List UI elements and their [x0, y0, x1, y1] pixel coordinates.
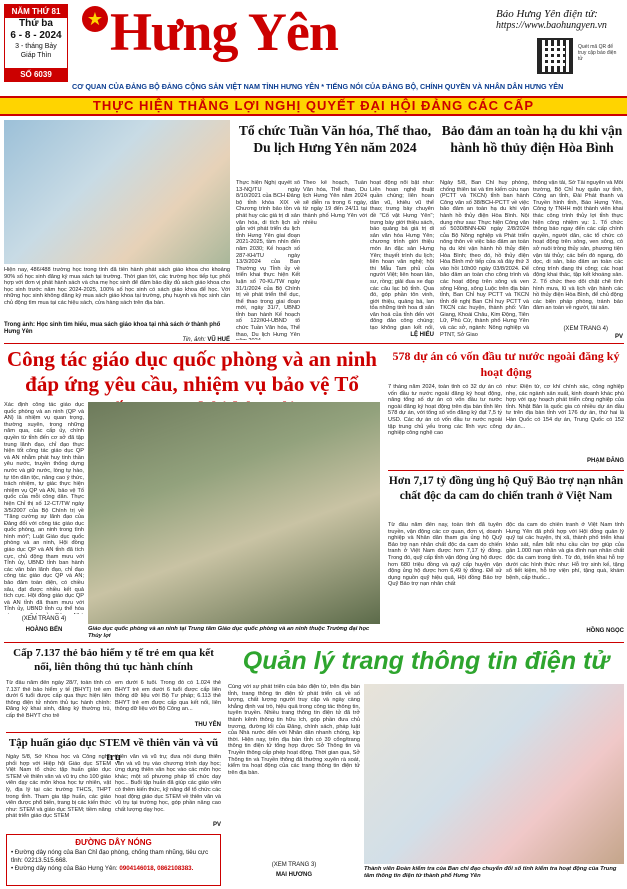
site-info	[496, 8, 624, 32]
insurance-title[interactable]: Cấp 7.137 thẻ bảo hiểm y tế trẻ em qua kết nối, liên thông thủ tục hành chính	[13, 647, 214, 673]
hotline-phones[interactable]: 0904146018, 0862108383.	[119, 865, 194, 872]
qr-hint: Quét mã QR để truy cập báo điện tử	[578, 44, 617, 62]
hotline-newspaper-label: • Đường dây nóng của Báo Hưng Yên:	[11, 865, 118, 872]
stem-author: PV	[212, 822, 221, 828]
issue-year: NĂM THỨ 81	[5, 5, 67, 18]
insurance-author: THU YÊN	[194, 722, 221, 728]
defense-caption: Giáo dục quốc phòng và an ninh tại Trung tâm Giáo dục quốc phòng và an ninh thuộc Trường đại học Thủy lợi	[88, 626, 370, 639]
culture-col-3: hoạt động nổi bật như: Liên hoan nghệ thuật quần chúng; liên hoan dân vũ, khiêu vũ thể thao; trưng bày chuyên đề "Cổ vật Hưng Yên"; trưng bày giới thiệu sách, báo quảng bá giá trị di sản văn hóa Hưng Yên; chương trình giới thiệu món ăn đặc sản Hưng Yên; thuyết trình du lịch; liên hoan văn nghệ; hội thi Mẫu Tam phủ của người Việt; liên hoan lân, sư, rồng; giải đua xe đạp các câu lạc bộ tỉnh. Qua đó, góp phần tôn vinh, giới thiệu, quảng bá, lan tỏa những tinh hoa di sản văn hoá của tỉnh đến với đông đảo công chúng; tạo không gian kết nối,	[370, 180, 434, 332]
credit-label: Tin, ảnh:	[182, 337, 206, 343]
insurance-col-1: Từ đầu năm đến ngày 28/7, toàn tỉnh có 7.137 thẻ bảo hiểm y tế (BHYT) trẻ em dưới 6 tuổi được cấp qua thực hiện liên thông điện tử nhóm thủ tục hành chính: Đăng ký khai sinh, đăng ký thường trú, cấp thẻ BHYT cho trẻ	[6, 680, 111, 719]
weekday: Thứ ba	[19, 18, 53, 29]
lead-photo	[4, 120, 230, 264]
fund-col-2: độc da cam do chiến tranh ở Việt Nam tỉnh Hưng Yên đã phối hợp với Hội đồng quản lý quỹ tại các huyện, thị xã, thành phố triển khai khảo sát, nắm bắt nhu cầu cần trợ giúp của gần 1.000 nạn nhân và gia đình nạn nhân chất độc da cam trong tỉnh. Từ đó, triển khai hỗ trợ dưới các hình thức như: Hỗ trợ sinh kế, tặng sổ tiết kiệm, hỗ trợ viện phí, tặng quà, khám bệnh, cấp thuốc...	[506, 522, 624, 581]
lunar-year: Giáp Thìn	[20, 52, 52, 59]
issue-box	[4, 4, 68, 82]
defense-title[interactable]: Công tác giáo dục quốc phòng và an ninh đáp ứng yêu cầu, nhiệm vụ bảo vệ Tổ	[7, 347, 377, 396]
issue-number: SỐ 6039	[5, 68, 67, 81]
stem-col-1: Ngày 5/8, Sở Khoa học và Công nghệ phối hợp với Hiệp hội Giáo dục STEM Việt Nam tổ chức tập huấn giáo dục STEM về thiên văn và vũ trụ cho 100 giáo viên dạy các môn khoa học tự nhiên, vật lý, địa lý tại các trường THCS, THPT trong tỉnh. Tham gia tập huấn, các giáo viên được phổ biến, trang bị các kiến thức như: STEM và giáo dục STEM; tiềm năng phát triển giáo dục STEM	[6, 754, 111, 820]
culture-author: LỆ HIẾU	[410, 332, 434, 338]
defense-col-1: Xác định công tác giáo dục quốc phòng và an ninh (QP và AN) là nhiệm vụ quan trọng, thường xuyên, trong những năm qua, các cấp ủy, chính quyền từ tỉnh đến cơ sở đã tập trung lãnh đạo, chỉ đạo thực hiện tốt công tác giáo dục QP và AN nhằm phát huy tinh thần yêu nước, truyền thống dựng nước và giữ nước, lòng tự hào, tự tôn dân tộc, nâng cao ý thức, trách nhiệm, tự giác thực hiện nhiệm vụ QP và AN, bảo vệ Tổ quốc của mỗi công dân. Thực hiện Chỉ thị số 12-CT/TW ngày 3/5/2007 của Bộ Chính trị về "Tăng cường sự lãnh đạo của Đảng đối với công tác giáo dục quốc phòng, an ninh trong tình hình mới"; Luật Giáo dục quốc phòng và an ninh, Hội đồng giáo dục QP và AN tỉnh đã tích cực, chủ động tham mưu với Tỉnh ủy, UBND tỉnh ban hành các văn bản lãnh đạo, chỉ đạo công tác giáo dục QP và AN; bảo đảm toàn diện, có chiều sâu, đạt được nhiều kết quả tích cực. Hội đồng giáo dục QP và AN tỉnh đã tham mưu với Tỉnh ủy, UBND tỉnh cụ thể hóa	[4, 402, 84, 613]
credit-name: VŨ HUẾ	[207, 337, 230, 343]
tagline: CƠ QUAN CỦA ĐẢNG BỘ ĐẢNG CỘNG SẢN VIỆT NAM TỈNH HƯNG YÊN * TIẾNG NÓI CỦA ĐẢNG BỘ, CHÍNH QUYỀN VÀ NHÂN DÂN HƯNG YÊN	[72, 82, 564, 91]
culture-col-2: Theo kế hoạch, Tuần Văn hóa, Thể thao, Du lịch Hưng Yên năm 2024 sẽ diễn ra trong 6 ngày, từ ngày 19 đến 24/11 tại thành phố Hưng Yên với nhiều	[303, 180, 367, 226]
fdi-col-2: như: Điện tử, cơ khí chính xác, công nghiệp nhẹ, các ngành sản xuất, kinh doanh khác phù hợp với quy hoạch phát triển công nghiệp của tỉnh. Nhật Bản là quốc gia có nhiều dự án đầu tư trên địa bàn tỉnh với 176 dự án, thứ hai là Hàn Quốc có 154 dự án, Trung Quốc có 152 dự án...	[506, 384, 624, 430]
top-banner: THỰC HIỆN THẮNG LỢI NGHỊ QUYẾT ĐẠI HỘI ĐẢNG CÁC CẤP	[0, 96, 627, 116]
fdi-title[interactable]: 578 dự án có vốn đầu tư nước ngoài đăng ký hoạt động	[392, 349, 620, 379]
info-photo	[364, 684, 624, 864]
hotline-box	[6, 834, 221, 886]
fdi-author: PHẠM ĐĂNG	[587, 458, 624, 464]
hotline-newspaper	[11, 865, 216, 873]
defense-author: HOÀNG BẾN	[25, 627, 63, 633]
section-divider	[4, 343, 624, 344]
site-url[interactable]: https://www.baohungyen.vn	[496, 20, 607, 31]
qr-code-icon[interactable]	[537, 38, 573, 74]
info-caption: Thành viên Đoàn kiểm tra của Ban chỉ đạo chuyển đổi số tỉnh kiểm tra hoạt động của Trung tâm thông tin điện tử thành phố Hưng Yên	[364, 866, 617, 879]
insurance-col-2: em dưới 6 tuổi. Trong đó có 1.024 thẻ BHYT trẻ em dưới 6 tuổi được cấp liên thông dữ liệu với Bộ Tư pháp; 6.113 thẻ BHYT trẻ em được cấp qua kết nối, liên thông dữ liệu với Bộ Công an...	[115, 680, 221, 713]
dam-note[interactable]: (XEM TRANG 4)	[563, 326, 608, 332]
newspaper-logo[interactable]: Hưng Yên	[110, 2, 338, 62]
info-author: MAI HƯƠNG	[275, 872, 313, 878]
lower-divider	[4, 642, 624, 643]
fund-col-1: Từ đầu năm đến nay, toàn tỉnh đã tuyên truyền, vận động các cơ quan, đơn vị, doanh nghiệp và Nhân dân tham gia ủng hộ Quỹ Bảo trợ nạn nhân chất độc da cam do chiến tranh ở Việt Nam được hơn 7,17 tỷ đồng. Trong đó, quỹ cấp tỉnh vận động ủng hộ được hơn 680 triệu đồng và quỹ cấp huyện vận động ủng hộ được hơn 6,49 tỷ đồng. Để sử dụng nguồn quỹ hiệu quả, Hội đồng Bảo trợ Quỹ Bảo trợ nạn nhân chất	[388, 522, 502, 588]
info-col-1: Cùng với sự phát triển của báo điện tử, trên địa bàn tỉnh, trang thông tin điện tử phát triển cả về số lượng, chất lượng người truy cập và ngày càng khẳng định vai trò, hiệu quả trong công tác thông tin, tuyên truyền. Nhiều trang thông tin điện tử đã trở thành kênh thông tin hữu ích, góp phần đưa chủ trương, đường lối của Đảng, chính sách, pháp luật của Nhà nước đến với Nhân dân nhanh chóng, kịp thời. Hiện nay, trên địa bàn tỉnh có 39 cổng/trang thông tin điện tử tổng hợp được Sở Thông tin và Truyền thông cấp phép hoạt động. Thời gian qua, Sở Thông tin và Truyền thông đã thường xuyên rà soát, kiểm tra hoạt động của các trang thông tin điện tử trên địa bàn.	[228, 684, 360, 776]
dam-col-1: Ngày 5/8, Ban Chỉ huy phòng, chống thiên tai và tìm kiếm cứu nạn (PCTT và TKCN) tỉnh ban hành Công văn số 38/BCH-PCTT về việc bảo đảm an toàn hạ du khi vận hành hồ thủy điện Hòa Bình. Nội dung như sau: Thực hiện Công văn số 5030/BNN-ĐĐ ngày 2/8/2024 của Bộ Nông nghiệp và Phát triển nông thôn về việc bảo đảm an toàn hạ du khi vận hành hồ thủy điện Hòa Bình; theo đó, hồ thủy điện Hòa Bình mở tiếp cửa xả đáy thứ 3 vào hồi 10h00 ngày 03/8/2024. Để bảo đảm an toàn cho công trình và các hoạt động trên sông và ven sông Hồng, sông Luộc trên địa bàn tỉnh, Ban Chỉ huy PCTT và TKCN tỉnh đề nghị Ban Chỉ huy PCTT và TKCN các huyện, thành phố: Văn Giang, Khoái Châu, Kim Động, Tiên Lữ, Phù Cừ, thành phố Hưng Yên và các sở, ngành: Nông nghiệp và PTNT, Sở Giao	[440, 180, 529, 338]
dam-col-2: thông vận tải, Sở Tài nguyên và Môi trường, Bộ Chỉ huy quân sự tỉnh, Công an tỉnh, Đài Phát thanh và Truyền hình tỉnh, Báo Hưng Yên, Công ty TNHH một thành viên khai thác công trình thủy lợi tỉnh thực hiện công nhiệm vụ: 1. Tổ chức thông báo ngay đến các cấp chính quyền, người dân, các tổ chức có hoạt động trên sông, ven sông, có sở nuôi trồng thủy sản, phương tiện vận tải thủy; các bến đò ngang, đò dọc, di sản, bảo đảm an toàn các công trình đang thi công; các hoạt động khai thác, tập kết khoáng sản. 2. Tổ chức theo dõi chặt chẽ tình hình mưa, lũ và lịch vận hành các hồ thủy điện Hòa Bình, để chủ động các biện pháp phòng, tránh bảo đảm an toàn về người, tài sản.	[533, 180, 623, 312]
dam-title[interactable]: Bảo đảm an toàn hạ du khi vận hành hồ thủy điện Hòa Bình	[441, 123, 623, 155]
info-note[interactable]: (XEM TRANG 3)	[271, 862, 317, 868]
info-title[interactable]: Quản lý trang thông tin điện tử	[242, 647, 610, 675]
party-emblem-icon: ★	[82, 6, 108, 32]
defense-note[interactable]: (XEM TRANG 4)	[21, 616, 67, 622]
site-label: Báo Hưng Yên điện tử:	[496, 8, 598, 20]
lead-photo-text: Hiện nay, 486/488 trường học trong tỉnh đã tiến hành phát sách giáo khoa cho khoảng 90% số học sinh đăng ký mua sách tại trường. Thời gian tới, các trường học tiếp tục phối hợp với đơn vị phát hành sách và cha mẹ học sinh để đảm bảo đầy đủ sách giáo khoa cho học sinh trước năm học 2024-2025, 100% số học sinh có sách giáo khoa để học. Với những học sinh không đăng ký mua sách giáo khoa tại trường, phụ huynh và học sinh cần chủ động tìm mua tại các hiệu sách, cửa hàng sách trên địa bàn.	[4, 267, 230, 306]
stem-col-2: thiên văn và vũ trụ; đưa nội dung thiên văn và vũ trụ vào chương trình dạy học; ứng dụng thiên văn học vào các môn học khác; một số phương pháp tổ chức dạy học... Buổi tập huấn đã giúp các giáo viên có thêm kiến thức, kỹ năng để tổ chức các hoạt động giáo dục STEM về thiên văn và vũ trụ tại trường học, góp phần nâng cao chất lượng dạy học.	[115, 754, 221, 813]
lead-photo-caption: Trong ảnh: Học sinh tìm hiểu, mua sách giáo khoa tại nhà sách ở thành phố Hưng Yên	[4, 322, 221, 335]
insurance-divider	[6, 732, 221, 733]
issue-date: 6 - 8 - 2024	[10, 30, 62, 41]
fdi-divider	[388, 470, 624, 471]
fund-author: HỒNG NGỌC	[586, 628, 624, 634]
culture-title[interactable]: Tổ chức Tuần Văn hóa, Thể thao, Du lịch Hưng Yên năm 2024	[238, 123, 432, 155]
stem-title[interactable]: Tập huấn giáo dục STEM về thiên văn và vũ trụ	[8, 737, 219, 763]
dam-author: PV	[614, 334, 623, 340]
lunar-date: 3 - tháng Bảy	[15, 43, 57, 50]
culture-col-1: Thực hiện Nghị quyết số 13-NQ/TU ngày 8/10/2021 của BCH Đảng bộ tỉnh khóa XIX về Chương trình bảo tồn và phát huy các giá trị di sản văn hóa, di tích lịch sử gắn với phát triển du lịch tỉnh Hưng Yên giai đoạn 2021-2025, tầm nhìn đến năm 2030; Kế hoạch số 287-KH/TU ngày 13/3/2024 của Ban Thường vụ Tỉnh ủy về triển khai thực hiện Kết luận số 70-KL/TW ngày 31/1/2024 của Bộ Chính trị về phát triển thể dục, thể thao trong giai đoạn mới, ngày 31/7, UBND tỉnh ban hành Kế hoạch số 122/KH-UBND tổ chức Tuần Văn hóa, Thể thao, Du lịch Hưng Yên	[236, 180, 300, 338]
fdi-col-1: 7 tháng năm 2024, toàn tỉnh có 32 dự án có vốn đầu tư nước ngoài đăng ký hoạt động, nâng tổng số dự án có vốn đầu tư nước ngoài đăng ký hoạt động trên địa bàn tỉnh lên 578 dự án, với tổng số vốn đăng ký đạt 7,5 tỷ USD. Các dự án có vốn đầu tư nước ngoài tập trung chủ yếu trong các lĩnh vực công nghiệp công nghệ cao	[388, 384, 502, 437]
hotline-anti-corruption: • Đường dây nóng của Ban Chỉ đạo phòng, chống tham nhũng, tiêu cực tỉnh: 02213.515.668.	[11, 849, 209, 864]
hotline-title: ĐƯỜNG DÂY NÓNG	[75, 838, 152, 847]
fund-title[interactable]: Hơn 7,17 tỷ đồng ủng hộ Quỹ Bảo trợ nạn nhân chất độc da cam do chiến tranh ở Việt Nam	[388, 475, 624, 502]
defense-photo	[88, 402, 380, 624]
